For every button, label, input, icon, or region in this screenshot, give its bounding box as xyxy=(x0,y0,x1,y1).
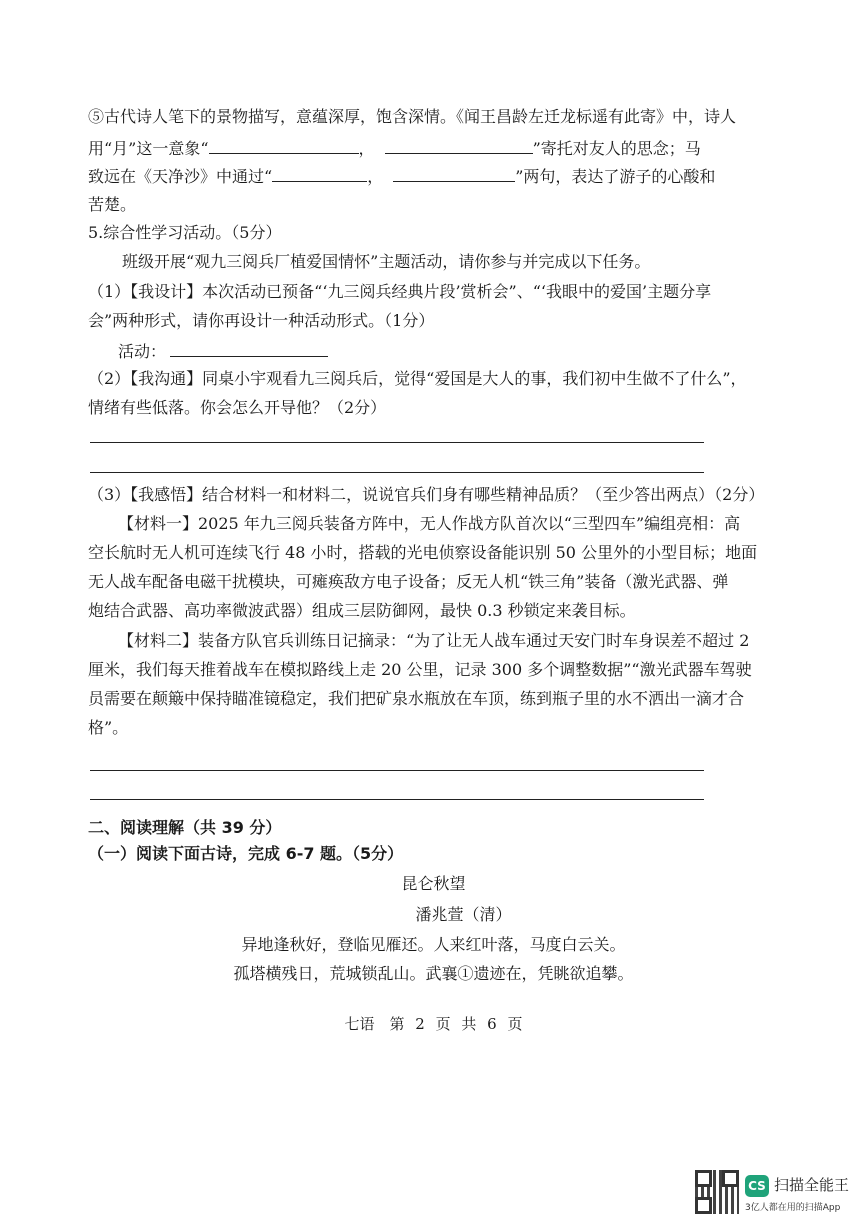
answer-rule-3[interactable] xyxy=(90,770,704,771)
material1-line-2: 空长航时无人机可连续飞行 48 小时，搭载的光电侦察设备能识别 50 公里外的小型目标；地面 xyxy=(88,543,758,562)
q5-line-3 xyxy=(88,165,728,188)
q5-line-3-text-c: ”两句，表达了游子的心酸和 xyxy=(515,167,716,186)
part2-line-2: 情绪有些低落。你会怎么开导他？（2分） xyxy=(88,398,387,417)
qr-code-icon xyxy=(695,1170,739,1214)
q5-line-3-text-a: 致远在《天净沙》中通过“ xyxy=(88,167,273,186)
part1-line-2: 会”两种形式，请你再设计一种活动形式。（1分） xyxy=(88,311,435,330)
poem-line-1: 异地逢秋好，登临见雁还。人来红叶落，马度白云关。 xyxy=(241,935,626,954)
answer-blank-3[interactable] xyxy=(272,165,367,182)
poem-line-2: 孤塔横残日，荒城锁乱山。武襄①遗迹在，凭眺欲追攀。 xyxy=(233,964,634,983)
poem-title: 昆仑秋望 xyxy=(401,874,466,893)
section-2-subtitle: （一）阅读下面古诗，完成 6-7 题。（5分） xyxy=(88,844,404,863)
material2-line-3: 员需要在颠簸中保持瞄准镜稳定，我们把矿泉水瓶放在车顶，练到瓶子里的水不洒出一滴才合 xyxy=(88,689,745,708)
qr-corner-icon xyxy=(695,1197,712,1214)
section-2-title: 二、阅读理解（共 39 分） xyxy=(88,818,282,837)
poem-author: 潘兆萱（清） xyxy=(415,905,512,924)
q5-line-4: 苦楚。 xyxy=(88,195,137,214)
qr-corner-icon xyxy=(695,1170,712,1187)
q5-line-2 xyxy=(88,137,728,160)
scanner-app-tagline: 3亿人都在用的扫描App xyxy=(745,1203,841,1213)
q5-line-2-text-b: ， xyxy=(358,139,375,158)
part1-line-1: （1）【我设计】本次活动已预备“‘九三阅兵经典片段’赏析会”、“‘我眼中的爱国’主题分享 xyxy=(88,282,712,301)
answer-blank-2[interactable] xyxy=(385,137,533,154)
q5-line-2-text-c: ”寄托对友人的思念；马 xyxy=(532,139,701,158)
scanner-app-name: 扫描全能王 xyxy=(774,1176,850,1194)
answer-blank-4[interactable] xyxy=(393,165,515,182)
material2-line-4: 格”。 xyxy=(88,718,129,737)
q5-line-1: ⑤古代诗人笔下的景物描写，意蕴深厚，饱含深情。《闻王昌龄左迁龙标遥有此寄》中，诗人 xyxy=(88,107,737,126)
answer-rule-4[interactable] xyxy=(90,799,704,800)
material1-line-3: 无人战车配备电磁干扰模块，可瘫痪敌方电子设备；反无人机“铁三角”装备（激光武器、弹 xyxy=(88,572,729,591)
material2-line-1: 【材料二】装备方队官兵训练日记摘录：“为了让无人战车通过天安门时车身误差不超过 2 xyxy=(118,631,750,650)
activity-answer-line xyxy=(118,340,758,363)
answer-rule-2[interactable] xyxy=(90,472,704,473)
q5-line-2-text-a: 用“月”这一意象“ xyxy=(88,139,209,158)
answer-rule-1[interactable] xyxy=(90,442,704,443)
qr-corner-icon xyxy=(722,1170,739,1187)
activity-intro: 班级开展“观九三阅兵厂植爱国情怀”主题活动，请你参与并完成以下任务。 xyxy=(122,252,651,271)
material1-line-4: 炮结合武器、高功率微波武器）组成三层防御网，最快 0.3 秒锁定来袭目标。 xyxy=(88,601,636,620)
part2-line-1: （2）【我沟通】同桌小宇观看九三阅兵后，觉得“爱国是大人的事，我们初中生做不了什么”， xyxy=(88,369,747,388)
answer-blank-1[interactable] xyxy=(209,137,359,154)
material2-line-2: 厘米，我们每天推着战车在模拟路线上走 20 公里，记录 300 多个调整数据”“激光武器车驾驶 xyxy=(88,660,752,679)
activity-answer-blank[interactable] xyxy=(170,340,328,357)
activity-answer-label: 活动： xyxy=(118,342,167,361)
q5-line-3-text-b: ， xyxy=(367,167,384,186)
scanner-logo-icon: CS xyxy=(745,1175,769,1197)
material1-line-1: 【材料一】2025 年九三阅兵装备方阵中，无人作战方队首次以“三型四车”编组亮相：高 xyxy=(118,514,741,533)
part3-line-1: （3）【我感悟】结合材料一和材料二，说说官兵们身有哪些精神品质？（至少答出两点）（2分） xyxy=(88,485,765,504)
question-5-title: 5.综合性学习活动。（5分） xyxy=(88,223,282,242)
page-footer: 七语 第 2 页 共 6 页 xyxy=(344,1015,523,1033)
